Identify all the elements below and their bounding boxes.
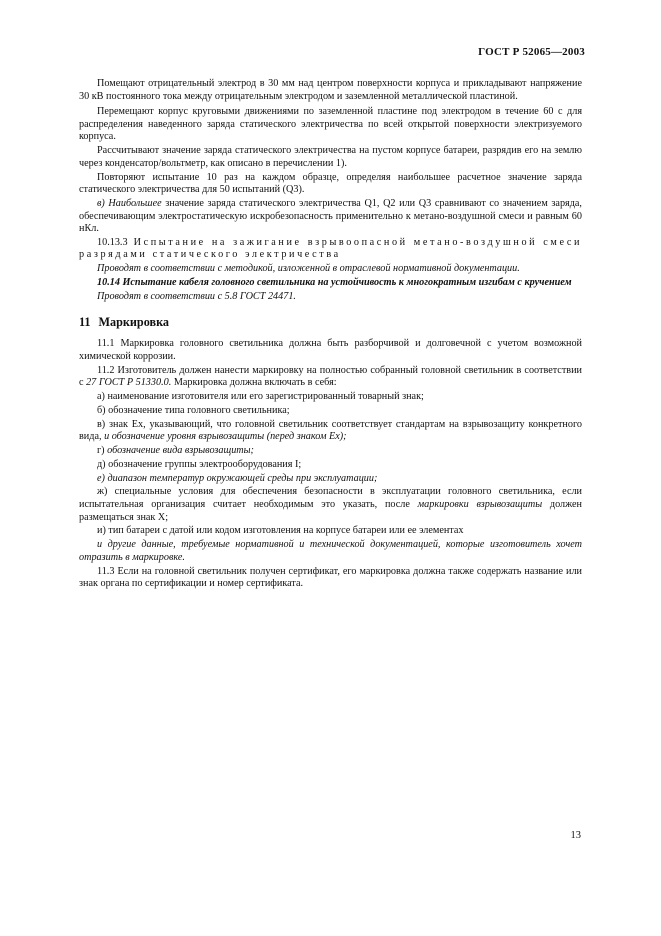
p112-part2: Маркировка должна включать в себя: [171, 377, 337, 389]
paragraph-10-13-3-note: Проводят в соответствии с методикой, изложенной в отраслевой нормативной документации. [97, 263, 520, 275]
clause-title: Испытание на зажигание взрывоопасной метано-воздушной смеси разрядами статического электричества [79, 236, 582, 261]
list-item-extra: и другие данные, требуемые нормативной и технической документацией, которые изготовитель хочет отразить в маркировке. [79, 539, 582, 563]
list-item-i: и) тип батареи с датой или кодом изготовления на корпусе батареи или ее элементах [97, 525, 464, 537]
list-item-zh-end: должен размещаться знак X; [79, 499, 582, 523]
paragraph-10-13-3 [79, 237, 582, 262]
list-item-d: д) обозначение группы электрооборудования I; [97, 458, 302, 470]
paragraph-10-14: 10.14 Испытание кабеля головного светильника на устойчивость к многократным изгибам с кручением [97, 277, 572, 289]
section-heading [79, 315, 582, 329]
list-item-e: е) диапазон температур окружающей среды при эксплуатации; [97, 472, 378, 484]
section-number: 11 [79, 315, 91, 330]
list-item-a: а) наименование изготовителя или его зарегистрированный товарный знак; [97, 391, 424, 403]
paragraph-repeat-test: Повторяют испытание 10 раз на каждом образце, определяя наибольшее расчетное значение заряда статического электричества для 50 испытаний (Q3). [79, 171, 582, 196]
list-item-g [79, 445, 582, 458]
list-item-v-italic: и обозначение уровня взрывозащиты (перед знаком Ex); [104, 431, 347, 443]
paragraph-calculate-charge: Рассчитывают значение заряда статического электричества на пустом корпусе батареи, разрядив его на землю через конденсатор/вольтметр, как описано в перечислении 1). [79, 145, 582, 169]
standard-header: ГОСТ Р 52065—2003 [478, 46, 585, 58]
list-item-g-letter: г) [97, 445, 108, 457]
paragraph-10-14-note: Проводят в соответствии с 5.8 ГОСТ 24471. [97, 290, 296, 302]
list-item-v [79, 419, 582, 444]
page-number: 13 [570, 830, 581, 841]
paragraph-b-prefix: в) Наибольшее [97, 197, 162, 209]
paragraph-electrode: Помещают отрицательный электрод в 30 мм над центром поверхности корпуса и прикладывают напряжение 30 кВ постоянного тока между отрицательным электродом и заземленной металлической пластиной. [79, 78, 582, 102]
paragraph-11-2 [79, 365, 582, 390]
paragraph-11-1: 11.1 Маркировка головного светильника должна быть разборчивой и долговечной с учетом возможной химической коррозии. [79, 338, 582, 362]
section-title: Маркировка [98, 315, 170, 330]
paragraph-b-text: значение заряда статического электричества Q1, Q2 или Q3 сравнивают со значением заряда, обеспечивающим электростатическую искробезопасность применительно к метано-воздушной смеси и равным 60 нКл. [79, 197, 582, 235]
list-item-v-text: в) знак Ех, указывающий, что головной светильник соответствует стандартам на взрывозащиту конкретного вида, [79, 418, 582, 443]
list-item-b: б) обозначение типа головного светильника; [97, 404, 290, 416]
paragraph-move-housing: Перемещают корпус круговыми движениями по заземленной пластине под электродом в течение 60 с для распределения наведенного заряда статического электричества по всей открытой поверхности электризуемого корпуса. [79, 106, 582, 143]
paragraph-11-3: 11.3 Если на головной светильник получен сертификат, его маркировка должна также содержать название или знак органа по сертификации и номер сертификата. [79, 565, 582, 590]
clause-number: 10.13.3 [97, 236, 128, 248]
p112-part1: 11.2 Изготовитель должен нанести маркировку на полностью собранный головной светильник в соответствии с [79, 364, 582, 389]
page-content [79, 78, 582, 591]
list-item-g-text: обозначение вида взрывозащиты; [107, 445, 254, 457]
list-item-zh-italic: маркировки взрывозащиты [417, 499, 543, 511]
p112-ref: 27 ГОСТ Р 51330.0. [86, 377, 172, 389]
paragraph-b [79, 198, 582, 236]
list-item-zh-text: ж) специальные условия для обеспечения безопасности в эксплуатации головного светильника, если испытательная организация считает необходимым это указать, после [79, 486, 582, 511]
list-item-zh [79, 486, 582, 524]
